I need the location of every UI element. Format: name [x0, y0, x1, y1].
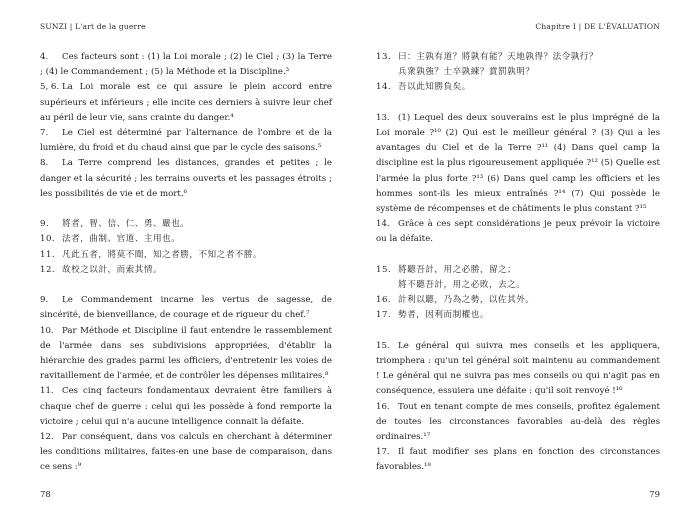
paragraph-text: Tout en tenant compte de mes conseils, profitez également de toutes les circonstances favorables au-delà des règles ordinaires.¹⁷ [376, 401, 660, 443]
chinese-verse [376, 65, 660, 80]
paragraph-number: 12. [40, 432, 54, 443]
paragraph [376, 400, 660, 446]
paragraph-number: 17. [376, 447, 390, 458]
chinese-verse [376, 278, 660, 293]
paragraph-text: Ces cinq facteurs fondamentaux devraient être familiers à chaque chef de guerre : celui qui les possède à fond remporte la victoire ; celui qui n'a aucune intelligence connait la défaite. [40, 386, 332, 427]
paragraph-text: Par Méthode et Discipline il faut entendre le rassemblement de l'armée dans ses subdivisions appropriées, d'établir la hiérarchie des grades parmi les officiers, d'entretenir les voies de ravitaillement de l'armée, et de contrôler les dépenses militaires.⁸ [40, 325, 332, 382]
page-number-right: 79 [649, 490, 660, 500]
chinese-verse [376, 50, 660, 65]
paragraph-number: 16. [376, 401, 390, 412]
running-head-left: SUNZI | L'art de la guerre [40, 22, 146, 31]
paragraph-number: 8. [40, 158, 49, 169]
paragraph [376, 445, 660, 475]
paragraph-number: 11. [40, 386, 54, 397]
paragraph-number: 7. [40, 128, 49, 139]
paragraph-number: 10. [40, 234, 56, 245]
paragraph-text: 將聽吾計，用之必勝，留之； [398, 264, 517, 275]
paragraph-gap [40, 202, 332, 217]
right-page-body [376, 50, 660, 476]
chinese-verse [40, 217, 332, 232]
paragraph [40, 126, 332, 156]
paragraph-number: 12. [40, 264, 56, 275]
paragraph-text: La Loi morale est ce qui assure le plein accord entre supérieurs et inférieurs ; elle incite ces derniers à suivre leur chef au péril de leur vie, sans crainte du danger.⁴ [40, 82, 332, 123]
paragraph-text: Le Commandement incarne les vertus de sagesse, de sincérité, de bienveillance, de courage et de rigueur du chef.⁷ [40, 295, 332, 321]
left-page-body [40, 50, 332, 476]
chinese-verse [40, 263, 332, 278]
paragraph [40, 430, 332, 476]
paragraph-text: Le général qui suivra mes conseils et les appliquera, triomphera : qu'un tel général soit maintenu au commandement ! Le général qui ne suivra pas mes conseils ou qui n'agit pas en conséquence, essuiera une défaite : qu'il soit renvoyé !¹⁶ [376, 340, 660, 397]
paragraph-text: 計利以聽，乃為之勢，以佐其外。 [398, 295, 535, 306]
paragraph [376, 339, 660, 400]
paragraph-number: 15. [376, 264, 392, 275]
paragraph [40, 50, 332, 80]
chinese-verse [376, 308, 660, 323]
paragraph-number: 4. [40, 52, 49, 62]
paragraph [40, 156, 332, 202]
paragraph-number: 13. [376, 112, 390, 123]
paragraph-text: 曰：主孰有道？將孰有能？天地孰得？法令孰行？ [398, 52, 599, 62]
paragraph-text: Par conséquent, dans vos calculs en cherchant à déterminer les conditions militaires, faites-en une base de comparaison, dans ce sens :⁹ [40, 432, 332, 473]
paragraph [40, 293, 332, 323]
running-head-right: Chapitre I | DE L'ÉVALUATION [535, 22, 660, 31]
paragraph-text: 勢者，因利而制權也。 [398, 310, 489, 321]
paragraph-number: 13. [376, 52, 392, 62]
paragraph [40, 80, 332, 126]
paragraph-number: 9. [40, 219, 50, 230]
paragraph-text: La Terre comprend les distances, grandes et petites ; le danger et la sécurité ; les terrains ouverts et les passages étroits ; les possibilités de vie et de mort.⁶ [40, 158, 332, 199]
paragraph-text: 故校之以計，而索其情。 [62, 264, 163, 275]
paragraph [40, 324, 332, 385]
page-number-left: 78 [40, 490, 51, 500]
paragraph-gap [40, 278, 332, 293]
paragraph-text: Le Ciel est déterminé par l'alternance de l'ombre et de la lumière, du froid et du chaud ainsi que par le cycle des saisons.⁵ [40, 128, 332, 154]
paragraph-text: 凡此五者，將莫不聞，知之者勝，不知之者不勝。 [62, 249, 263, 260]
paragraph-number: 17. [376, 310, 392, 321]
chinese-verse [40, 232, 332, 247]
paragraph [376, 217, 660, 247]
paragraph-number: 10. [40, 325, 54, 336]
chinese-verse [376, 80, 660, 95]
paragraph-number: 14. [376, 219, 390, 230]
paragraph-number: 5, 6. [40, 82, 60, 93]
paragraph-text: 法者，曲制、官道、主用也。 [62, 234, 181, 245]
paragraph-number: 16. [376, 295, 392, 306]
chinese-verse [40, 248, 332, 263]
paragraph-text: 兵衆孰強？士卒孰練？賞罰孰明？ [398, 67, 535, 78]
paragraph-number: 15. [376, 340, 390, 351]
paragraph-number: 9. [40, 295, 49, 306]
paragraph [376, 111, 660, 217]
paragraph-text: Il faut modifier ses plans en fonction des circonstances favorables.¹⁸ [376, 447, 660, 473]
paragraph-text: 將不聽吾計，用之必敗，去之。 [398, 280, 526, 291]
paragraph [40, 384, 332, 430]
paragraph-text: (1) Lequel des deux souverains est le plus imprégné de la Loi morale ?¹⁰ (2) Qui est le meilleur général ? (3) Qui a les avantages du Ciel et de la Terre ?¹¹ (4) Dans quel camp la discipline est la plus rigoureusement appliquée ?¹² (5) Quelle est l'armée la plus forte ?¹³ (6) Dans quel camp les officiers et les hommes sont-ils les mieux entraînés ?¹⁴ (7) Qui possède le système de récompenses et de châtiments le plus constant ?¹⁵ [376, 112, 660, 215]
paragraph-number: 14. [376, 82, 392, 93]
right-page [350, 0, 700, 512]
paragraph-text: 將者，智、信、仁、勇、嚴也。 [62, 219, 190, 230]
paragraph-gap [376, 96, 660, 111]
paragraph-gap [376, 248, 660, 263]
paragraph-gap [376, 324, 660, 339]
paragraph-text: Grâce à ces sept considérations je peux prévoir la victoire ou la défaite. [376, 219, 660, 245]
chinese-verse [376, 293, 660, 308]
chinese-verse [376, 263, 660, 278]
paragraph-text: 吾以此知勝負矣。 [398, 82, 471, 93]
paragraph-number: 11. [40, 249, 56, 260]
paragraph-text: Ces facteurs sont : (1) la Loi morale ; (2) le Ciel ; (3) la Terre ; (4) le Commandement ; (5) la Méthode et la Discipline.³ [40, 52, 332, 78]
